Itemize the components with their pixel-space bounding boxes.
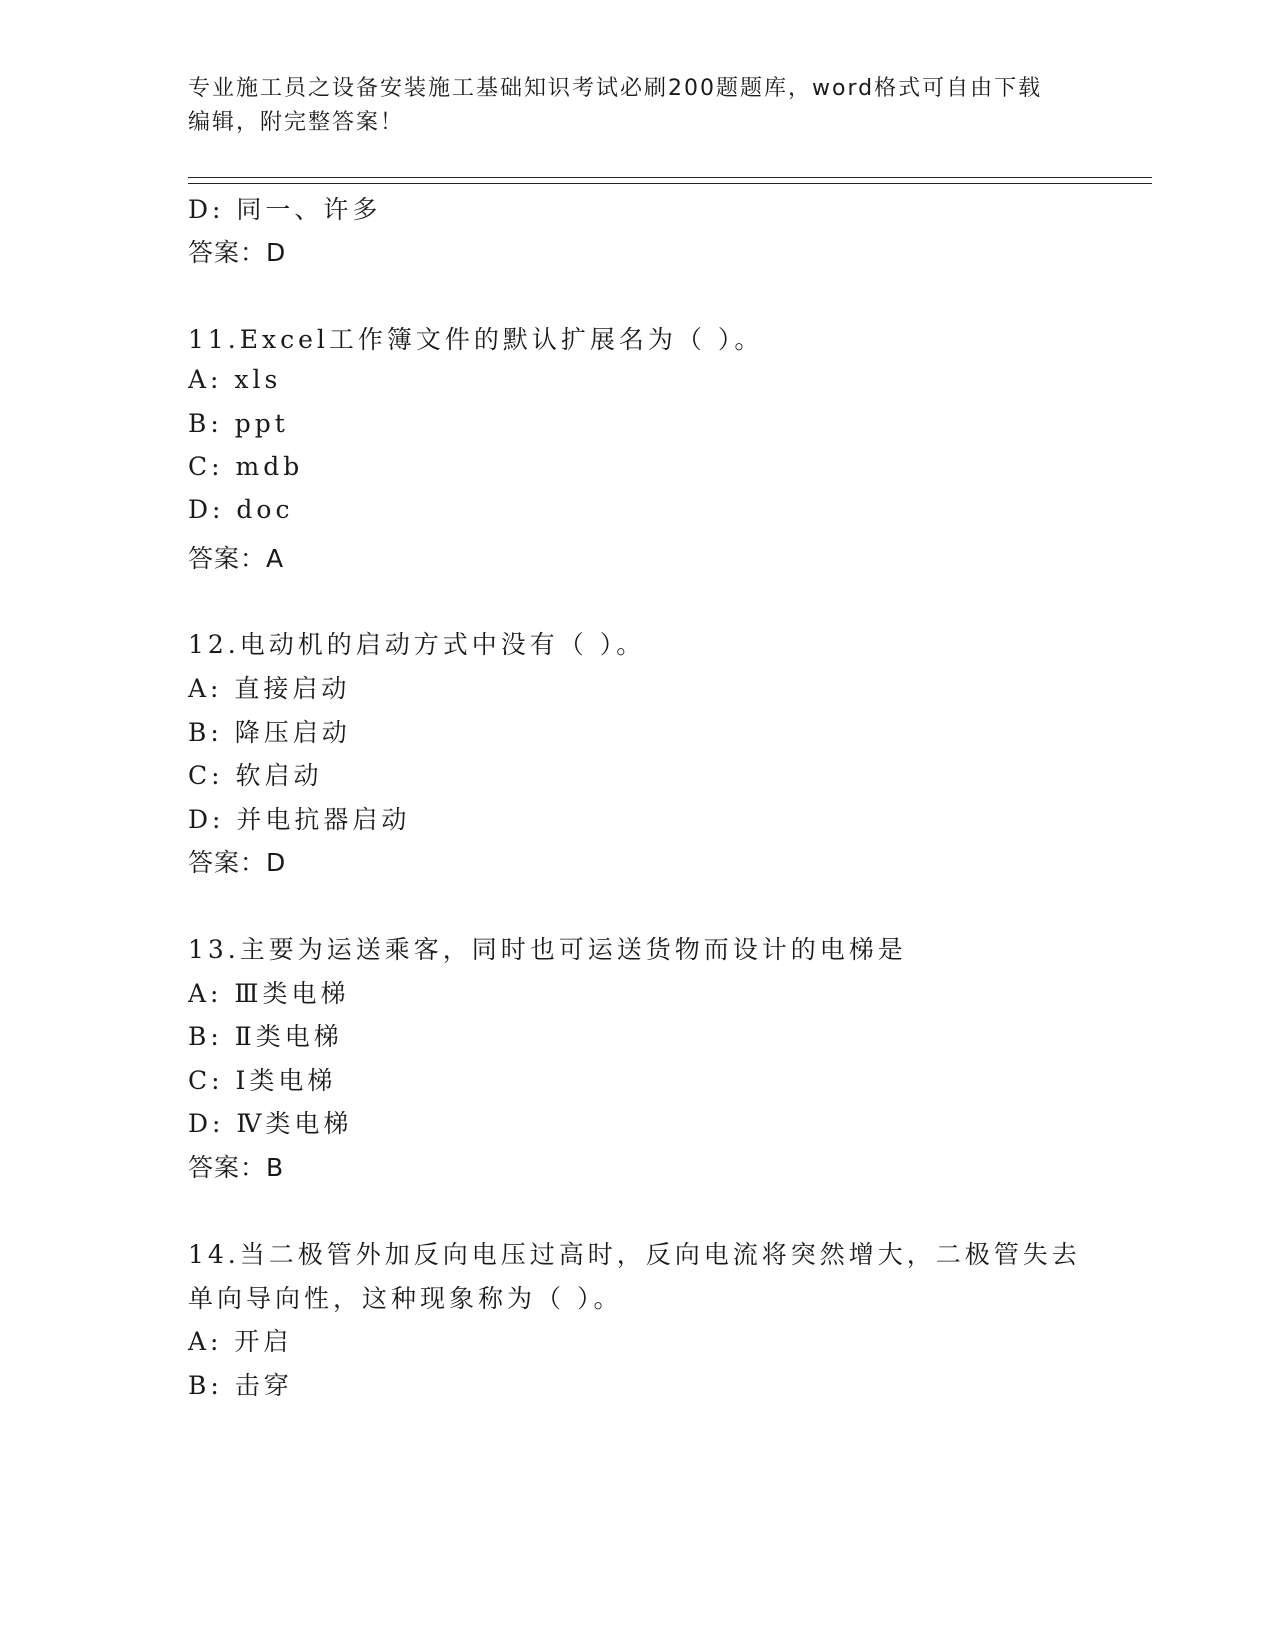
question-12-option-b: B: 降压启动 [188,718,351,747]
question-13-option-a: A: Ⅲ类电梯 [188,979,350,1008]
question-11-option-b: B: ppt [188,409,289,438]
document-header [188,72,1088,140]
question-14-stem-line-2: 单向导向性，这种现象称为（ ）。 [188,1284,623,1313]
question-13-answer: 答案：B [188,1153,285,1182]
question-12-stem: 12.电动机的启动方式中没有（ ）。 [188,630,646,659]
question-13-option-c: C: Ⅰ类电梯 [188,1066,337,1095]
question-12-option-c: C: 软启动 [188,761,323,790]
question-11-option-d: D: doc [188,495,294,524]
question-12-answer: 答案：D [188,848,287,877]
question-11-option-a: A: xls [188,365,282,394]
header-title-line-2: 编辑，附完整答案！ [188,110,405,135]
question-13-option-d: D: Ⅳ类电梯 [188,1109,353,1138]
question-13-option-b: B: Ⅱ类电梯 [188,1022,343,1051]
question-11-answer: 答案：A [188,544,285,573]
question-12-option-d: D: 并电抗器启动 [188,805,411,834]
question-11-stem: 11.Excel工作簿文件的默认扩展名为（ ）。 [188,325,764,354]
option-d-carryover: D: 同一、许多 [188,195,382,224]
question-13-stem: 13.主要为运送乘客，同时也可运送货物而设计的电梯是 [188,935,907,964]
question-14-option-b: B: 击穿 [188,1371,293,1400]
question-14-stem-line-1: 14.当二极管外加反向电压过高时，反向电流将突然增大，二极管失去 [188,1240,1081,1269]
answer-carryover: 答案：D [188,238,287,267]
question-11-option-c: C: mdb [188,452,304,481]
header-divider-bottom [188,183,1152,184]
header-divider-top [188,177,1152,178]
question-14-option-a: A: 开启 [188,1327,293,1356]
header-title-line-1: 专业施工员之设备安装施工基础知识考试必刷200题题库，word格式可自由下载 [188,76,1043,101]
question-12-option-a: A: 直接启动 [188,674,351,703]
